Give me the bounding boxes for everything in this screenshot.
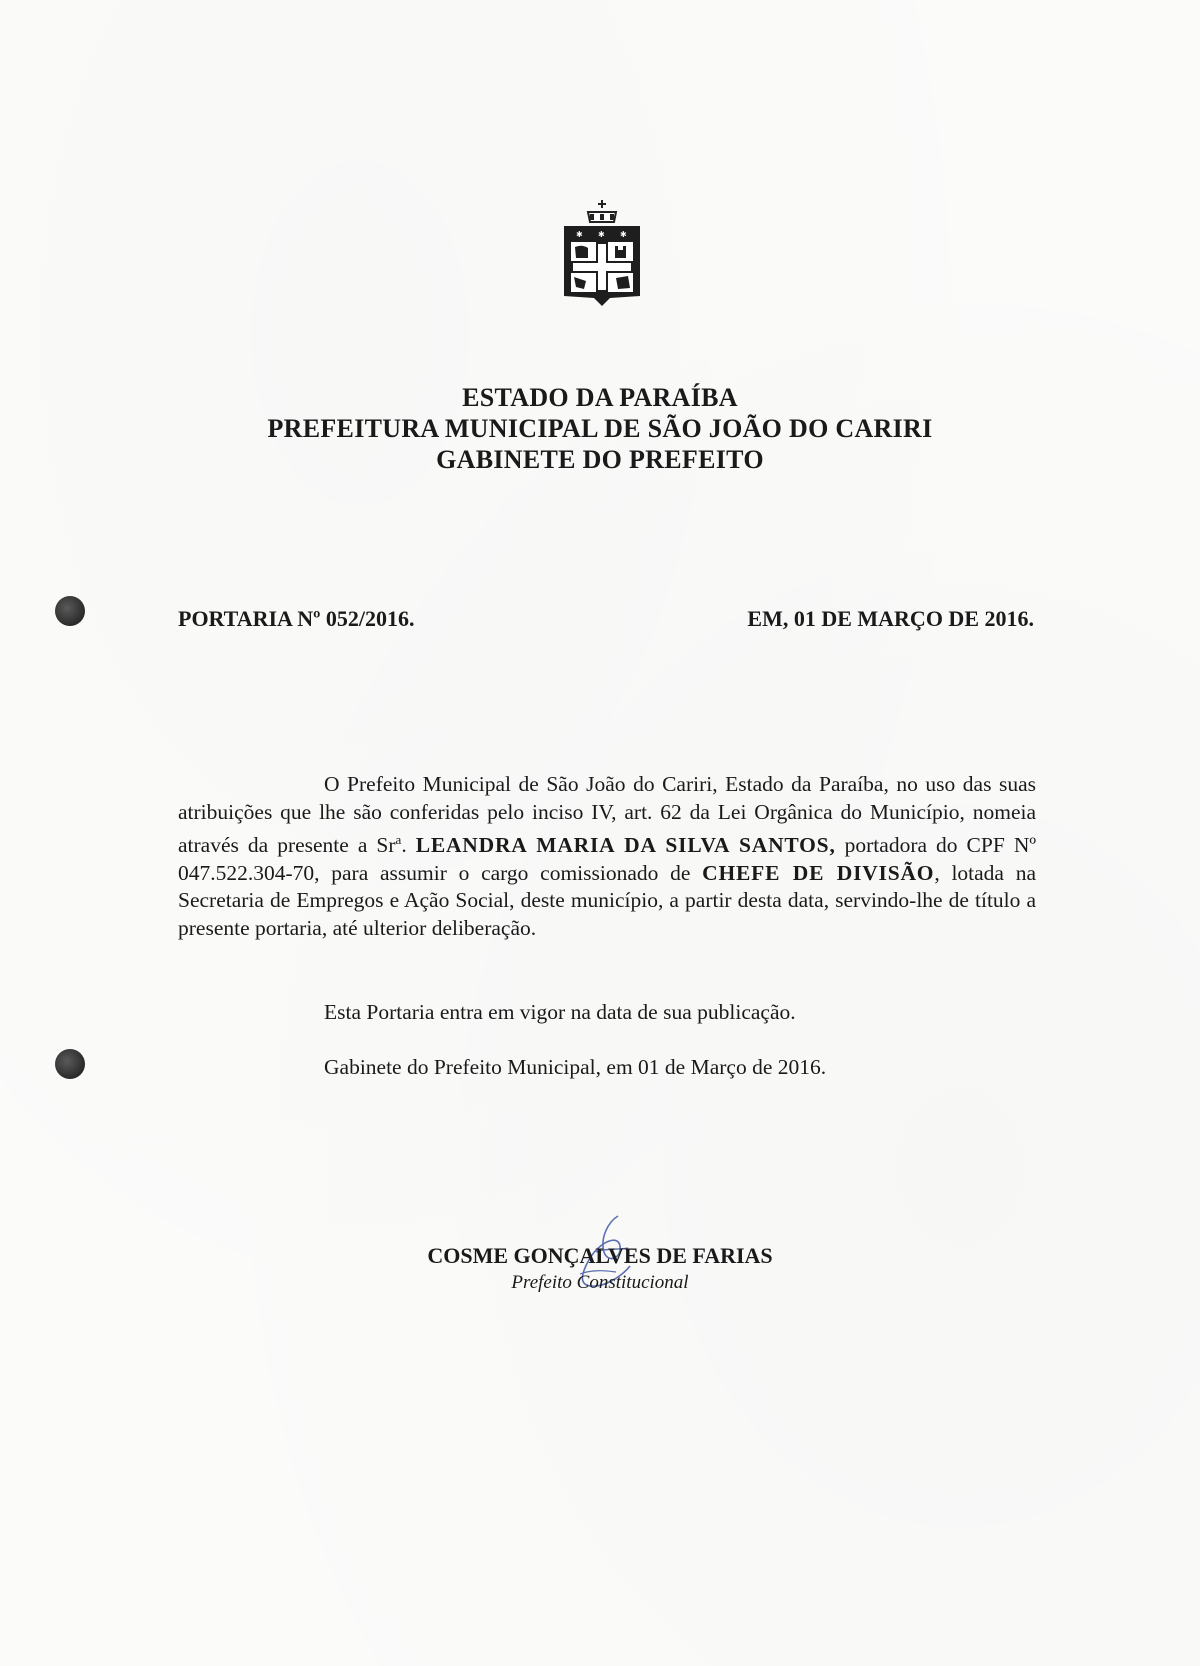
body-text-cpf: portadora do CPF Nº 047.522.304-70, para assumir o cargo comissionado de bbox=[178, 833, 1037, 885]
body-text-superscript: a bbox=[395, 832, 402, 847]
signatory-name: COSME GONÇALVES DE FARIAS bbox=[427, 1243, 773, 1268]
header-office: GABINETE DO PREFEITO bbox=[436, 445, 764, 474]
issue-location-date: Gabinete do Prefeito Municipal, em 01 de Março de 2016. bbox=[324, 1055, 827, 1079]
position-title: CHEFE DE DIVISÃO bbox=[702, 860, 935, 885]
body-text-period: . bbox=[401, 833, 407, 858]
punch-hole-icon bbox=[55, 596, 85, 626]
svg-text:✱: ✱ bbox=[576, 230, 583, 239]
header-state: ESTADO DA PARAÍBA bbox=[462, 383, 738, 412]
document-header bbox=[0, 382, 1200, 475]
portaria-date: EM, 01 DE MARÇO DE 2016. bbox=[747, 606, 1034, 631]
portaria-number: PORTARIA Nº 052/2016. bbox=[178, 606, 415, 631]
svg-text:✱: ✱ bbox=[598, 230, 605, 239]
appointee-name: LEANDRA MARIA DA SILVA SANTOS, bbox=[415, 833, 836, 858]
effective-clause: Esta Portaria entra em vigor na data de sua publicação. bbox=[324, 1000, 796, 1024]
header-prefecture: PREFEITURA MUNICIPAL DE SÃO JOÃO DO CARIRI bbox=[267, 414, 933, 443]
municipal-coat-of-arms-icon bbox=[560, 200, 644, 312]
body-text-closing: , lotada na Secretaria de Empregos e Ação Social, deste município, a partir desta data, servindo-lhe de título a presente portaria, até ulterior deliberação. bbox=[178, 860, 1036, 940]
signatory-role: Prefeito Constitucional bbox=[511, 1272, 689, 1293]
punch-hole-icon bbox=[55, 1049, 85, 1079]
svg-text:✱: ✱ bbox=[620, 230, 627, 239]
body-text-intro: O Prefeito Municipal de São João do Cariri, Estado da Paraíba, no uso das suas atribuições que lhe são conferidas pelo inciso IV, art. 62 da Lei Orgânica do Município, nomeia através da presente a Sr bbox=[178, 772, 1036, 858]
body-paragraph bbox=[178, 771, 1036, 942]
